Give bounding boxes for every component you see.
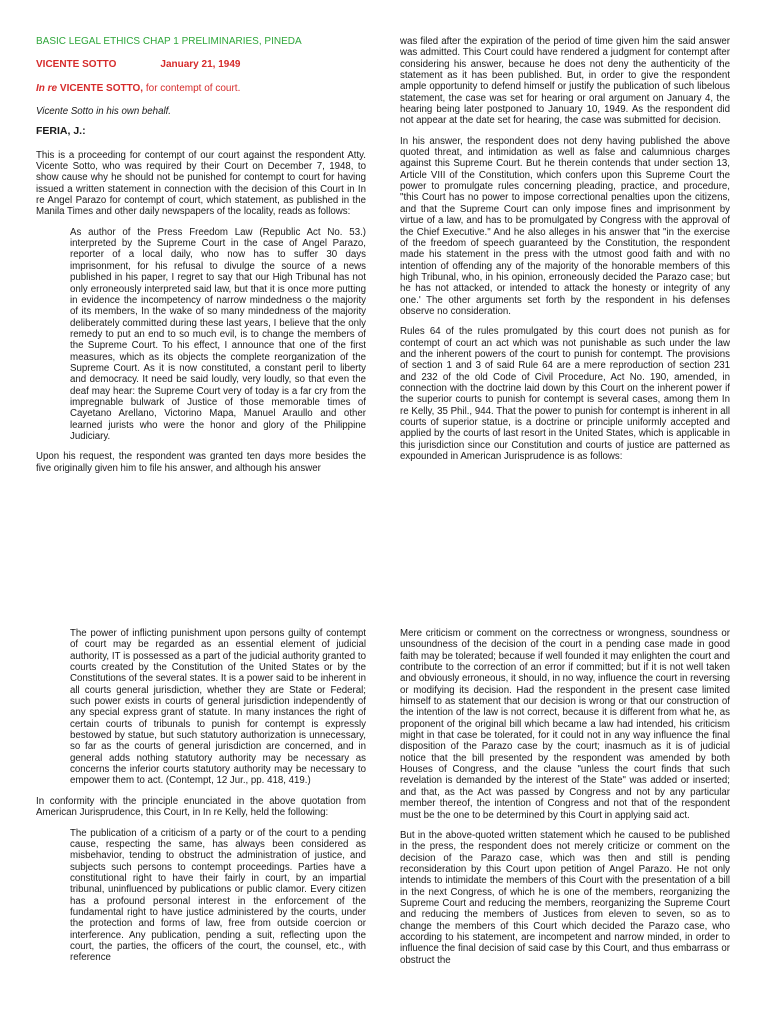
paragraph: In conformity with the principle enunciated in the above quotation from American Jurisprudence, this Court, in In re Kelly, held the following:: [36, 795, 366, 819]
case-title: [36, 83, 366, 94]
course-header: BASIC LEGAL ETHICS CHAP 1 PRELIMINARIES, PINEDA: [36, 36, 302, 47]
paragraph: This is a proceeding for contempt of our court against the respondent Atty. Vicente Sotto, who was required by their Court on December 7, 1948, to show cause why he should not be punished for contempt to court for having issued a written statement in connection with the decision of this Court in In re Angel Parazo for contempt of court, which statement, as published in the Manila Times and other daily newspapers of the locality, reads as follows:: [36, 149, 366, 218]
paragraph: was filed after the expiration of the period of time given him the said answer was admitted. This Court could have rendered a judgment for contempt after considering his answer, because he does not deny the authenticity of the statement as it has been published. But, in order to give the respondent ample opportunity to defend himself or justify the publication of such libelous statement, the case was set for hearing or oral argument on January 4, the hearing being later postponed to January 10, 1949. As the respondent did not appear at the date set for hearing, the case was submitted for decision.: [400, 36, 730, 127]
decision-date: January 21, 1949: [160, 59, 241, 71]
inre-name: VICENTE SOTTO,: [59, 82, 144, 94]
column-4: [400, 628, 730, 975]
column-1: [36, 36, 366, 483]
quoted-kelly-ruling: The publication of a criticism of a party or of the court to a pending cause, respecting the same, has always been considered as misbehavior, tending to obstruct the administration of justice, and subjects such persons to contempt proceedings. Parties have a constitutional right to have their fairly in court, by an impartial tribunal, uninfluenced by publications or public clamor. Every citizen has a profound personal interest in the enforcement of the fundamental right to have justice administered by the courts, under the protection and forms of law, free from outside coercion or interference. Any publication, pending a suit, reflecting upon the court, the parties, the officers of the court, the counsel, etc., with reference: [70, 827, 366, 964]
judge-name: FERIA, J.:: [36, 125, 86, 138]
paragraph: Rules 64 of the rules promulgated by this court does not punish as for contempt of court an act which was not punishable as such under the law and the inherent powers of the court to punish for contempt. The provisions of section 1 and 3 of said Rule 64 are a mere reproduction of section 231 and 232 of the old Code of Civil Procedure, Act No. 190, amended, in connection with the doctrine laid down by this Court on the inherent power if the superior courts to punish for contempt is several cases, among them In re Kelly, 35 Phil., 944. That the power to punish for contempt is inherent in all courts of superior statue, is a doctrine or principle uniformly accepted and applied by the courts of last resort in the United States, which is applicable in this jurisdiction since our Constitution and courts of justice are patterned as expounded in American Jurisprudence is as follows:: [400, 326, 730, 463]
quoted-statement: As author of the Press Freedom Law (Republic Act No. 53.) interpreted by the Supreme Court in the case of Angel Parazo, reporter of a local daily, who now has to suffer 30 days imprisonment, for his refusal to divulge the source of a news published in his paper, I regret to say that our High Tribunal has not only erroneously interpreted said law, but that it is once more putting in evidence the incompetency of narrow mindedness o the majority of its members, In the wake of so many mindedness of the majority deliberately committed during these last years, I believe that the only remedy to put an end to so much evil, is to change the members of the Supreme Court. To his effect, I announce that one of the first measures, which as its objects the complete reorganization of the Supreme Court. As it is now constituted, a constant peril to liberty and democracy. It need be said loudly, very loudly, so that even the deaf may hear: the Supreme Court very of today is a far cry from the impregnable bulwark of Justice of those memorable times of Cayetano Arellano, Victorino Mapa, Manuel Araullo and other learned jurists who were the honor and glory of the Philippine Judiciary.: [70, 226, 366, 442]
inre-rest: for contempt of court.: [143, 82, 241, 94]
paragraph: But in the above-quoted written statement which he caused to be published in the press, the respondent does not merely criticize or comment on the decision of the Parazo case, which was then and still is pending reconsideration by this Court upon petition of Angel Parazo. He not only intends to intimidate the members of this Court with the presentation of a bill in the next Congress, of which he is one of the members, reorganizing the Supreme Court and reducing the members, reorganizing the Supreme Court and reducing the members of Justices from eleven to seven, so as to change the members of this Court which decided the Parazo case, who according to his statement, are incompetent and narrow minded, in order to influence the final decision of said case by this Court, and thus embarrass or obstruct the: [400, 829, 730, 966]
inre-prefix: In re: [36, 82, 58, 94]
column-3: [36, 628, 366, 973]
paragraph: In his answer, the respondent does not deny having published the above quoted threat, and intimidation as well as false and calumnious charges against this Supreme Court. But he therein contends that under section 13, Article VIII of the Constitution, which confers upon this Supreme Court the power to promulgate rules concerning pleading, practice, and procedure, "this Court has no power to impose correctional penalties upon the citizens, and that the Supreme Court can only impose fines and imprisonment by virtue of a law, and has to be promulgated by Congress with the approval of the Chief Executive." And he also alleges in his answer that "in the exercise of the freedom of speech guaranteed by the Constitution, the respondent made his statement in the press with the utmost good faith and with no intention of offending any of the majority of the honorable members of this high Tribunal, who, in his opinion, erroneously decided the Parazo case; but he has not attacked, or intended to attack the honesty or integrity of any one.' The other arguments set forth by the respondent in his defenses observe no consideration.: [400, 135, 730, 317]
column-2: [400, 36, 730, 471]
quoted-jurisprudence: The power of inflicting punishment upon persons guilty of contempt of court may be regarded as an essential element of judicial authority, IT is possessed as a part of the judicial authority granted to courts created by the Constitution of the United States or by the Constitutions of the several states. It is a power said to be inherent in all courts general jurisdiction, whether they are State or Federal; such power exists in courts of general jurisdiction independently of any special express grant of statute. In many instances the right of certain courts of tribunals to punish for contempt is expressly bestowed by statue, but such statutory authorization is unnecessary, so far as the courts of general jurisdiction are concerned, and in general adds nothing statutory authority may be necessary as concerns the inferior courts statutory authority may be necessary to empower them to act. (Contempt, 12 Jur., pp. 418, 419.): [70, 628, 366, 787]
case-caption: [36, 59, 366, 70]
appearance-line: Vicente Sotto in his own behalf.: [36, 106, 171, 118]
paragraph: Mere criticism or comment on the correctness or wrongness, soundness or unsoundness of the decision of the court in a pending case made in good faith may be tolerated; because if well founded it may enlighten the court and contribute to the correction of an error if committed; but if it is not well taken and obviously erroneous, it should, in no way, influence the court in reversing or modifying its decision. Had the respondent in the present case limited himself to as statement that our decision is wrong or that our construction of the intention of the law is not correct, because it is different from what he, as proponent of the original bill which became a law had intended, his criticism might in that case be tolerated, for it could not in any way influence the final disposition of the Parazo case by the court; inasmuch as it is of judicial notice that the bill presented by the respondent was amended by both Houses of Congress, and the clause "unless the court finds that such revelation is demanded by the interest of the State" was added or inserted; and that, as the Act was passed by Congress and not by any particular member thereof, the intention of Congress and not that of the respondent must be the one to be determined by this Court in applying said act.: [400, 628, 730, 821]
paragraph: Upon his request, the respondent was granted ten days more besides the five originally given him to file his answer, and although his answer: [36, 451, 366, 474]
party-name: VICENTE SOTTO: [36, 59, 117, 71]
